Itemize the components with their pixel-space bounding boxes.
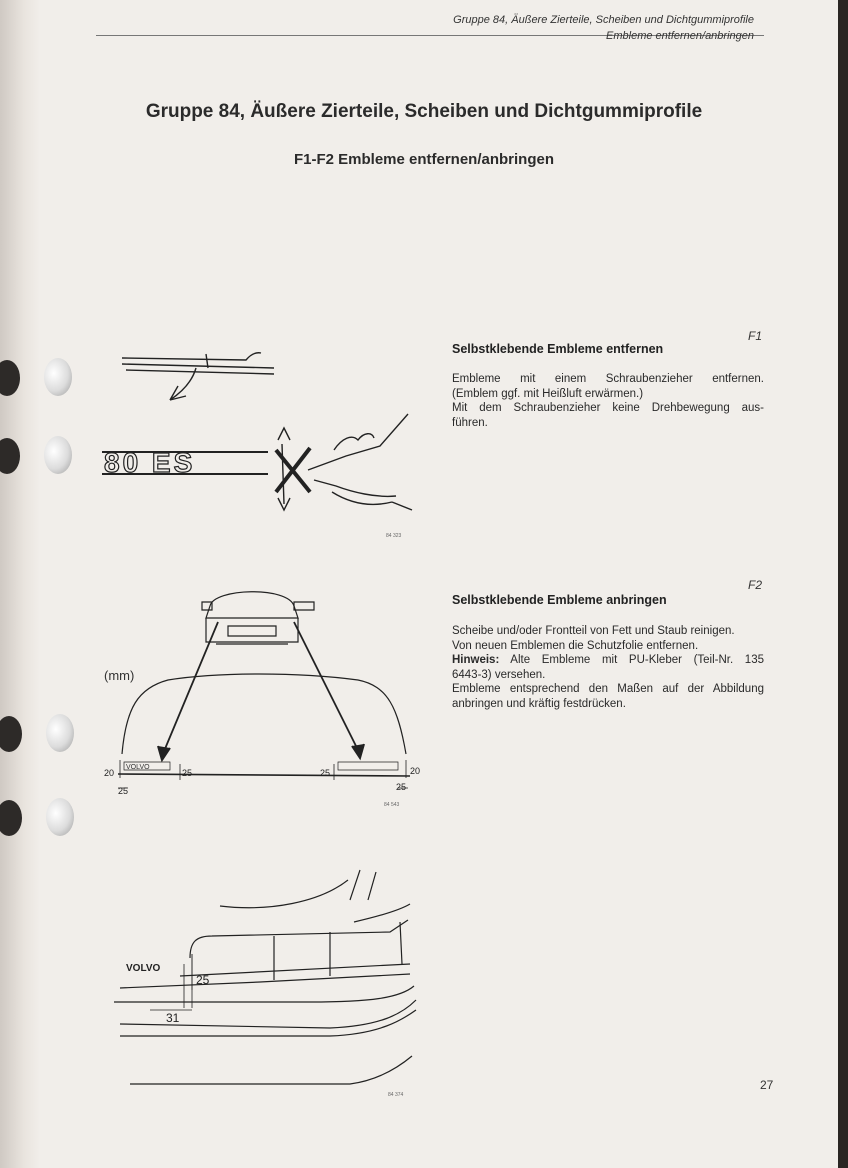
figure-code: 84 543 [384, 802, 400, 808]
section-label-f2: F2 [748, 578, 763, 592]
binding-shadow [0, 0, 40, 1168]
section-body-f1 [452, 372, 764, 430]
page-subtitle: F1-F2 Embleme entfernen/anbringen [293, 151, 555, 168]
dim-right-inner: 25 [320, 768, 331, 778]
section-body-f2 [452, 624, 764, 711]
text-line [452, 653, 764, 668]
emblem-text: 80 ES [104, 447, 196, 478]
note-label: Hinweis: [452, 654, 500, 666]
dim-left-bottom: 25 [118, 786, 129, 796]
text-line: Embleme entsprechend den Maßen auf der Abbildung [452, 683, 764, 695]
page-number: 27 [760, 1078, 774, 1092]
text-line: führen. [452, 416, 488, 429]
text-line: Embleme mit einem Schraubenzieher entfernen. [452, 373, 764, 385]
dim-right-bottom: 25 [396, 782, 407, 792]
text-line: 6443-3) versehen. [452, 668, 546, 681]
punch-hole [46, 798, 74, 836]
punch-hole [44, 358, 72, 396]
running-header-topic: Embleme entfernen/anbringen [606, 30, 754, 42]
text-line: Von neuen Emblemen die Schutzfolie entfernen. [452, 639, 699, 652]
text-line: Mit dem Schraubenzieher keine Drehbewegung aus- [452, 402, 764, 414]
dim-left-top: 20 [104, 768, 115, 778]
unit-label: (mm) [104, 668, 135, 683]
text-line: (Emblem ggf. mit Heißluft erwärmen.) [452, 387, 644, 400]
text-line: Scheibe und/oder Frontteil von Fett und Staub reinigen. [452, 625, 735, 637]
text-line: anbringen und kräftig festdrücken. [452, 697, 626, 710]
section-heading-f2: Selbstklebende Embleme anbringen [452, 593, 667, 607]
note-text: Alte Embleme mit PU-Kleber (Teil-Nr. 135 [510, 654, 764, 666]
figure-f3-volvo-position [110, 860, 430, 1100]
running-header-group: Gruppe 84, Äußere Zierteile, Scheiben und Dichtgummiprofile [453, 14, 754, 26]
figure-code: 84 323 [386, 533, 402, 539]
emblem-label-left: VOLVO [126, 764, 150, 771]
emblem-text: VOLVO [126, 963, 161, 974]
dim-left-offset: 25 [182, 768, 193, 778]
section-heading-f1: Selbstklebende Embleme entfernen [452, 342, 664, 356]
dim-horizontal: 31 [166, 1011, 180, 1025]
figure-f2-emblem-positions [98, 578, 430, 818]
dim-right-top: 20 [410, 766, 421, 776]
figure-f1-emblem-removal [96, 340, 426, 540]
section-label-f1: F1 [748, 329, 763, 343]
dim-vertical: 25 [196, 973, 210, 987]
punch-hole [44, 436, 72, 474]
punch-hole [46, 714, 74, 752]
page-title: Gruppe 84, Äußere Zierteile, Scheiben und Dichtgummiprofile [145, 101, 703, 122]
figure-code: 84 374 [388, 1092, 404, 1098]
